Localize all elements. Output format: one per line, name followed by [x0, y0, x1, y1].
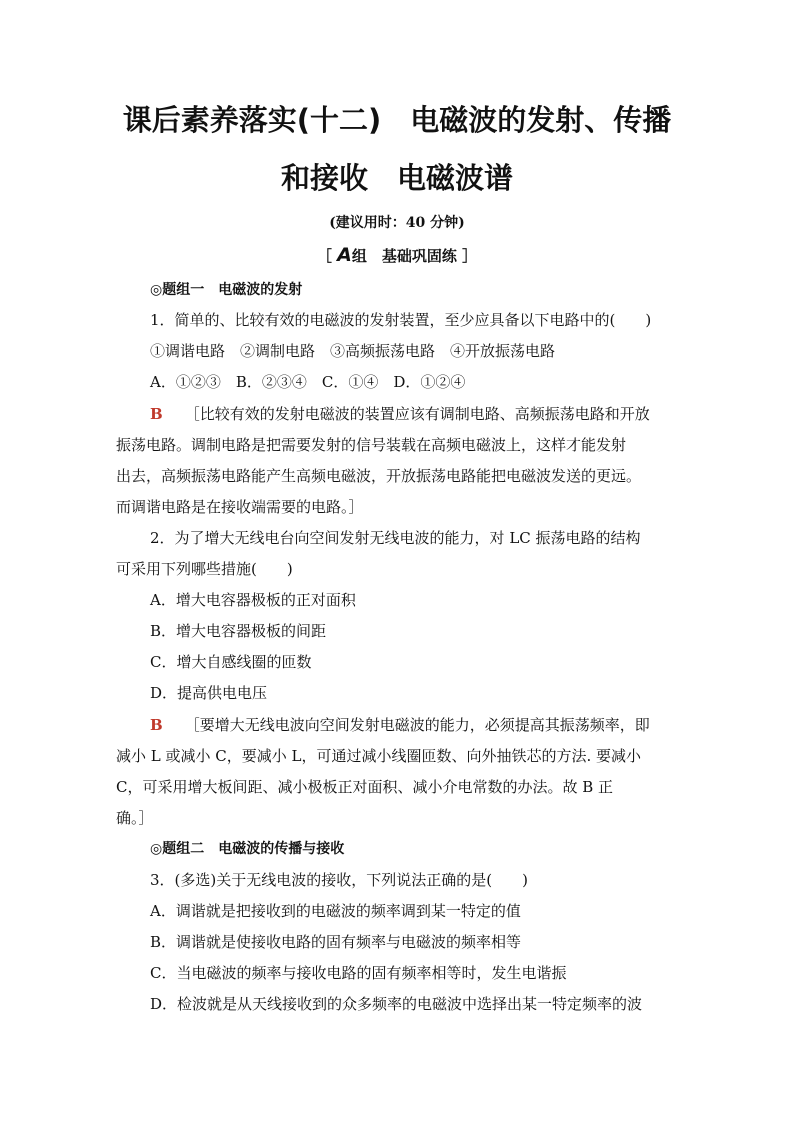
q3-option-a: A．调谐就是把接收到的电磁波的频率调到某一特定的值: [150, 902, 521, 920]
page-title-line-2: 和接收 电磁波谱: [280, 161, 513, 195]
group-bracket-open: ［: [316, 247, 332, 265]
q1-answer: B: [150, 405, 163, 423]
q2-option-a: A．增大电容器极板的正对面积: [150, 591, 356, 609]
q3-stem: 3．(多选)关于无线电波的接收，下列说法正确的是( ): [150, 871, 528, 889]
q1-items: ①调谐电路 ②调制电路 ③高频振荡电路 ④开放振荡电路: [150, 342, 556, 360]
q2-explanation-line-2: 减小 L 或减小 C，要减小 L，可通过减小线圈匝数、向外抽铁芯的方法. 要减小: [116, 747, 642, 765]
q2-option-c: C．增大自感线圈的匝数: [150, 653, 312, 671]
q2-explanation-line-3: C，可采用增大板间距、减小极板正对面积、减小介电常数的办法。故 B 正: [116, 778, 614, 796]
q2-explanation-line-1: B ［要增大无线电波向空间发射电磁波的能力，必须提高其振荡频率，即: [150, 716, 650, 734]
q2-option-d: D．提高供电电压: [150, 684, 268, 702]
q1-stem: 1．简单的、比较有效的电磁波的发射装置，至少应具备以下电路中的( ): [150, 311, 652, 329]
group-letter: A: [337, 244, 352, 266]
q3-option-b: B．调谐就是使接收电路的固有频率与电磁波的频率相等: [150, 933, 522, 951]
q1-explanation-line-1: B ［比较有效的发射电磁波的装置应该有调制电路、高频振荡电路和开放: [150, 405, 650, 423]
q1-explanation-line-3: 出去，高频振荡电路能产生高频电磁波，开放振荡电路能把电磁波发送的更远。: [116, 467, 642, 485]
group-bracket-close: ］: [462, 247, 478, 265]
q1-explanation-line-4: 而调谐电路是在接收端需要的电路。］: [116, 498, 364, 516]
q2-option-b: B．增大电容器极板的间距: [150, 622, 327, 640]
q3-option-d: D．检波就是从天线接收到的众多频率的电磁波中选择出某一特定频率的波: [150, 995, 643, 1013]
page-title-line-1: 课后素养落实(十二) 电磁波的发射、传播: [122, 103, 672, 137]
q2-answer: B: [150, 716, 163, 734]
q2-stem-line-2: 可采用下列哪些措施( ): [116, 560, 293, 578]
group-header: [0, 244, 794, 266]
q2-explanation-line-4: 确。］: [116, 809, 154, 827]
q1-explanation-line-2: 振荡电路。调制电路是把需要发射的信号装载在高频电磁波上，这样才能发射: [116, 436, 627, 454]
q1-options: A．①②③ B．②③④ C．①④ D．①②④: [150, 373, 466, 391]
section-heading-2: ◎题组二 电磁波的传播与接收: [150, 841, 345, 857]
section-heading-1: ◎题组一 电磁波的发射: [150, 282, 303, 298]
group-title: 组 基础巩固练: [351, 247, 457, 265]
q3-option-c: C．当电磁波的频率与接收电路的固有频率相等时，发生电谐振: [150, 964, 567, 982]
q2-stem-line-1: 2．为了增大无线电台向空间发射无线电波的能力，对 LC 振荡电路的结构: [150, 529, 641, 547]
suggested-time: (建议用时：40 分钟): [329, 215, 465, 231]
